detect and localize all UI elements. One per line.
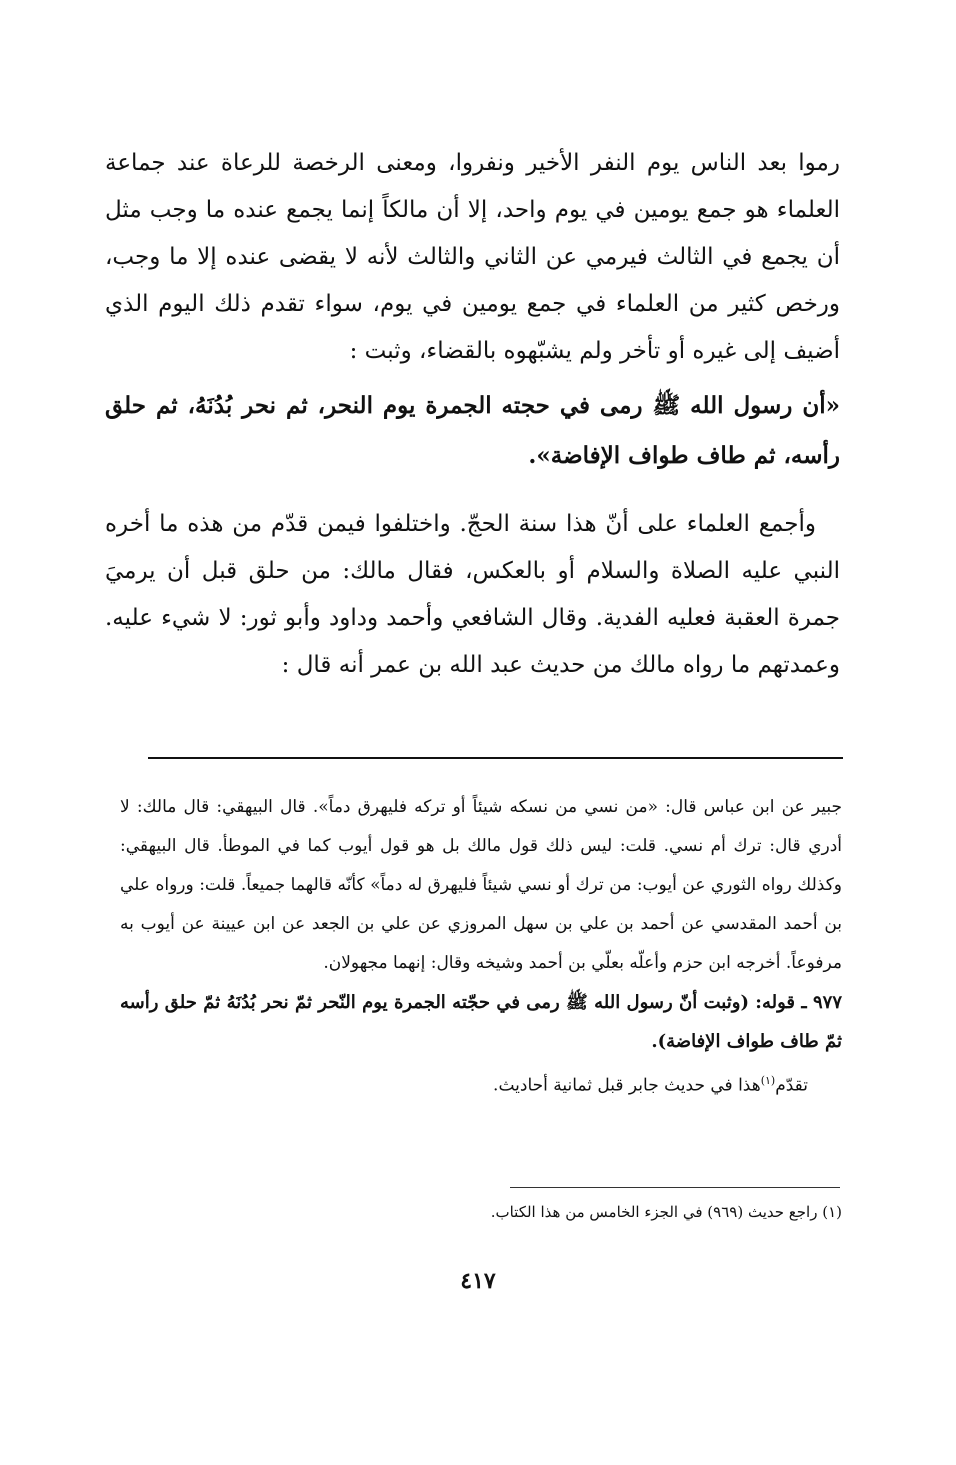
main-text	[105, 140, 840, 689]
page-number: ٤١٧	[460, 1268, 496, 1294]
hadith-quote: «أن رسول الله ﷺ رمى في حجته الجمرة يوم النحر، ثم نحر بُدُنَهُ، ثم حلق رأسه، ثم طاف طواف الإفاضة».	[105, 392, 840, 469]
paragraph-2: وأجمع العلماء على أنّ هذا سنة الحجّ. واختلفوا فيمن قدّم من هذه ما أخره النبي عليه الصلاة والسلام أو بالعكس، فقال مالك: من حلق قبل أن يرميَ جمرة العقبة فعليه الفدية. وقال الشافعي وأحمد وداود وأبو ثور: لا شيء عليه. وعمدتهم ما رواه مالك من حديث عبد الله بن عمر أنه قال :	[105, 511, 840, 678]
note-1: جبير عن ابن عباس قال: «من نسي من نسكه شيئاً أو تركه فليهرق دماً». قال البيهقي: قال مالك: لا أدري قال: ترك أم نسي. قلت: ليس ذلك قول مالك بل هو قول أيوب كما في الموطأ. قال البيهقي: وكذلك رواه الثوري عن أيوب: من ترك أو نسي شيئاً فليهرق له دماً» كأنّه قالهما جميعاً. قلت: ورواه علي بن أحمد المقدسي عن أحمد بن علي بن سهل المروزي عن علي بن الجعد عن ابن عيينة عن أيوب به مرفوعاً. أخرجه ابن حزم وأعلّه بعلّي بن أحمد وشيخه وقال: إنهما مجهولان.	[120, 797, 842, 973]
commentary-notes	[120, 788, 842, 1106]
note-2-hadith-977: ٩٧٧ ـ قوله: (وثبت أنّ رسول الله ﷺ رمى في حجّته الجمرة يوم النّحر ثمّ نحر بُدُنَهُ ثمّ حلق رأسه ثمّ طاف طواف الإفاضة).	[120, 992, 842, 1052]
footnote-marker: (١)	[760, 1074, 776, 1087]
note-3	[120, 1061, 842, 1106]
note-3-text-start: تقدّم	[775, 1075, 808, 1096]
section-divider	[148, 757, 843, 759]
note-3-text-end: هذا في حديث جابر قبل ثمانية أحاديث.	[493, 1075, 761, 1096]
footnote-divider	[510, 1187, 840, 1188]
paragraph-1: رموا بعد الناس يوم النفر الأخير ونفروا، ومعنى الرخصة للرعاة عند جماعة العلماء هو جمع يومين في يوم واحد، إلا أن مالكاً إنما يجمع عنده ما وجب مثل أن يجمع في الثالث فيرمي عن الثاني والثالث لأنه لا يقضى عنده إلا ما وجب، ورخص كثير من العلماء في جمع يومين في يوم، سواء تقدم ذلك اليوم الذي أضيف إلى غيره أو تأخر ولم يشبّهوه بالقضاء، وثبت :	[105, 150, 840, 364]
footnote: (١) راجع حديث (٩٦٩) في الجزء الخامس من هذا الكتاب.	[490, 1203, 842, 1221]
